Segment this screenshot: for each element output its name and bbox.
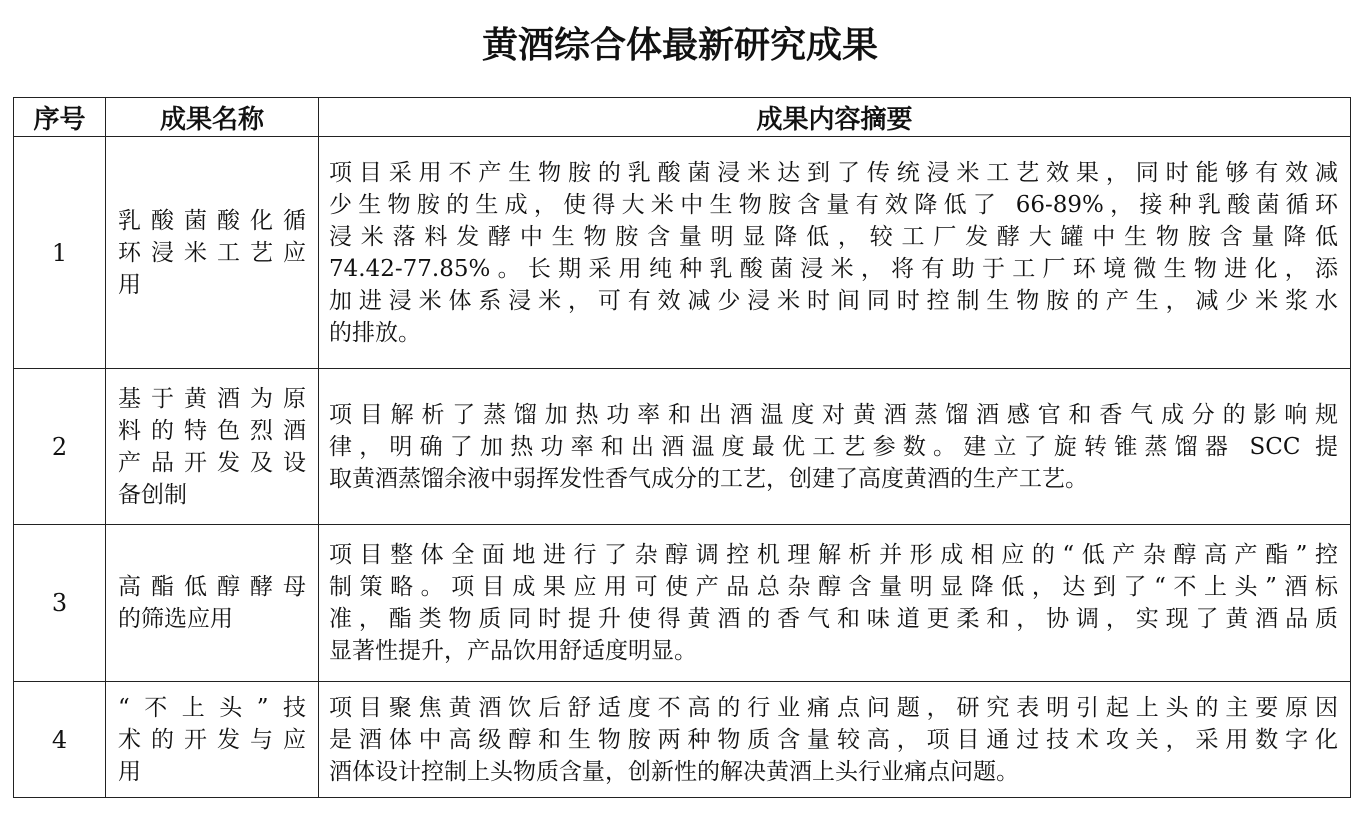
table-row [14,137,1351,369]
text-line: 74.42-77.85%。长期采用纯种乳酸菌浸米，将有助于工厂环境微生物进化，添 [329,255,1338,282]
result-summary [319,525,1351,682]
text-line: 显著性提升，产品饮用舒适度明显。 [329,638,697,664]
text-line: 术的开发与应 [118,726,306,753]
text-line: 项目采用不产生物胺的乳酸菌浸米达到了传统浸米工艺效果，同时能够有效减 [329,159,1338,186]
text-line: 项目聚焦黄酒饮后舒适度不高的行业痛点问题，研究表明引起上头的主要原因 [329,694,1338,721]
text-line: 项目整体全面地进行了杂醇调控机理解析并形成相应的“低产杂醇高产酯”控 [329,542,1338,568]
text-line: 用 [118,271,141,298]
text-line: 产品开发及设 [118,449,306,476]
result-name [106,137,319,369]
results-table [13,97,1351,798]
table-row [14,525,1351,682]
header-summary: 成果内容摘要 [319,98,1351,137]
result-name [106,525,319,682]
table-header-row [14,98,1351,137]
text-line: 项目解析了蒸馏加热功率和出酒温度对黄酒蒸馏酒感官和香气成分的影响规 [329,401,1338,428]
header-name: 成果名称 [106,98,319,137]
row-number: 1 [14,137,106,369]
result-name [106,682,319,798]
text-line: 少生物胺的生成，使得大米中生物胺含量有效降低了 66-89%，接种乳酸菌循环 [329,191,1338,218]
text-line: 浸米落料发酵中生物胺含量明显降低，较工厂发酵大罐中生物胺含量降低 [329,223,1338,250]
page-title: 黄酒综合体最新研究成果 [481,25,878,66]
text-line: “不上头”技 [118,694,306,721]
text-line: 用 [118,758,141,785]
header-number: 序号 [14,98,106,137]
text-line: 酒体设计控制上头物质含量，创新性的解决黄酒上头行业痛点问题。 [329,758,1019,785]
result-name [106,369,319,525]
table-row [14,682,1351,798]
result-summary [319,682,1351,798]
text-line: 高酯低醇酵母 [118,574,306,600]
text-line: 律，明确了加热功率和出酒温度最优工艺参数。建立了旋转锥蒸馏器 SCC 提 [329,433,1338,460]
row-number: 3 [14,525,106,682]
text-line: 取黄酒蒸馏余液中弱挥发性香气成分的工艺，创建了高度黄酒的生产工艺。 [329,465,1088,492]
text-line: 准，酯类物质同时提升使得黄酒的香气和味道更柔和，协调，实现了黄酒品质 [329,606,1338,632]
text-line: 的排放。 [329,319,421,346]
text-line: 基于黄酒为原 [118,385,306,412]
row-number: 2 [14,369,106,525]
text-line: 的筛选应用 [118,606,233,632]
text-line: 是酒体中高级醇和生物胺两种物质含量较高，项目通过技术攻关，采用数字化 [329,726,1338,753]
table-row [14,369,1351,525]
text-line: 加进浸米体系浸米，可有效减少浸米时间同时控制生物胺的产生，减少米浆水 [329,287,1338,314]
text-line: 料的特色烈酒 [118,417,306,444]
text-line: 备创制 [118,481,187,508]
row-number: 4 [14,682,106,798]
result-summary [319,137,1351,369]
text-line: 制策略。项目成果应用可使产品总杂醇含量明显降低，达到了“不上头”酒标 [329,574,1338,600]
result-summary [319,369,1351,525]
text-line: 环浸米工艺应 [118,239,306,266]
text-line: 乳酸菌酸化循 [118,207,306,234]
